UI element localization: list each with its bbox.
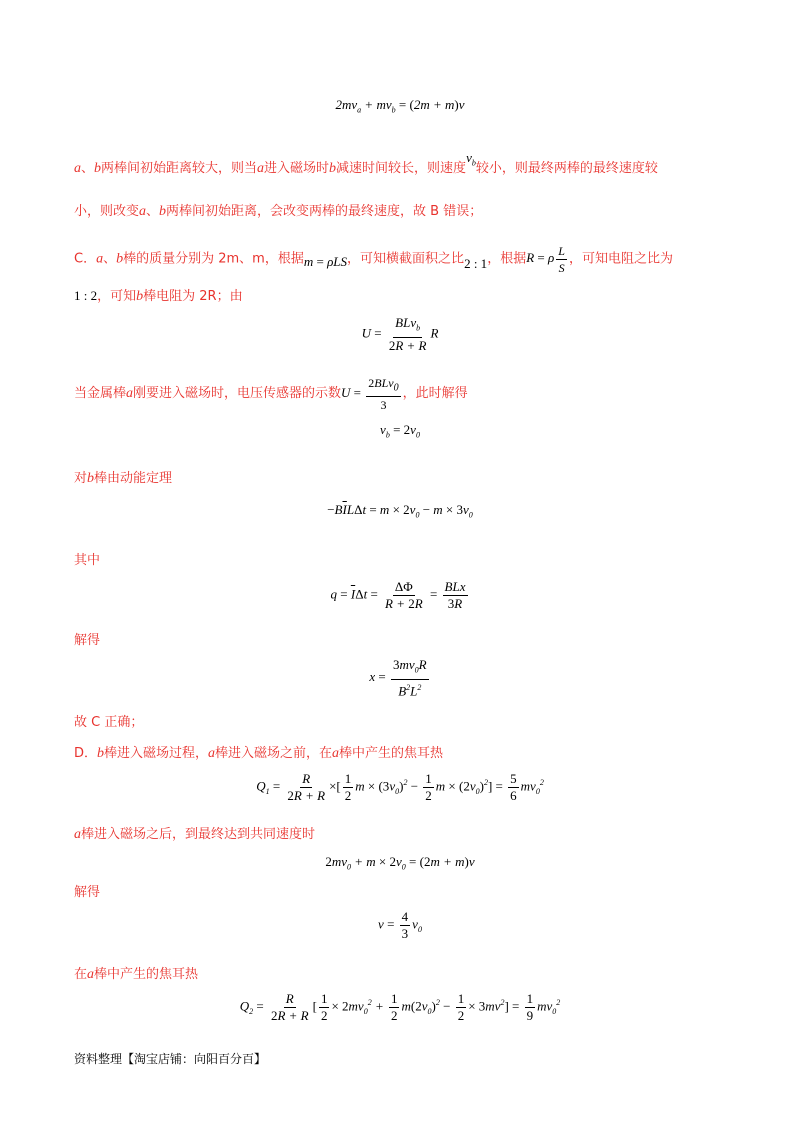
equation-v: v = $\frac{4}{3}$ $v_0$ bbox=[378, 909, 422, 941]
paragraph-d: D．b棒进入磁场过程，a棒进入磁场之前，在a棒中产生的焦耳热 bbox=[74, 746, 444, 761]
paragraph-c-line2: 1 : 2，可知b棒电阻为 2R；由 bbox=[74, 288, 243, 304]
paragraph-b-analysis-line2: 小，则改变a、b两棒间初始距离，会改变两棒的最终速度，故 B 错误； bbox=[74, 204, 483, 219]
paragraph-heat-a: 在a棒中产生的焦耳热 bbox=[74, 967, 199, 982]
equation-q2: $Q_2$ = $\frac{R}{2R + R}$ [ $\frac{1}{2}$ × $2mv_0^2$ + $\frac{1}{2}$ $m(2v_0)^2$ − $\frac{1}{2}$ × $3mv^2$] = $\frac{1}{9}$ $mv_0^2$ bbox=[239, 991, 561, 1023]
equation-voltage: U = $\frac{BLv_b}{2R + R}$ R bbox=[361, 315, 439, 353]
paragraph-solve-2: 解得 bbox=[74, 885, 101, 900]
paragraph-a-enters: a棒进入磁场之后，到最终达到共同速度时 bbox=[74, 827, 316, 842]
paragraph-b-analysis-line1: a、b两棒间初始距离较大，则当a进入磁场时b减速时间较长，则速度$v_b$较小，则最终两棒的最终速度较 bbox=[74, 150, 658, 176]
equation-x: x = $\frac{3mv_0R}{B^2L^2}$ bbox=[369, 657, 427, 698]
equation-momentum-2: $2mv_0 + m \times 2v_0 = (2m + m)v$ bbox=[325, 854, 475, 872]
equation-momentum-1: $2mv_a + mv_b = (2m + m)v$ bbox=[335, 97, 465, 115]
equation-impulse: $-B\overline{I}L\Delta t = m \times 2v_0 - m \times 3v_0$ bbox=[327, 502, 473, 520]
equation-vb: $v_b = 2v_0$ bbox=[380, 422, 420, 440]
equation-charge: $q = \overline{I}\Delta t$ = $\frac{\Delta\Phi}{R + 2R}$ = $\frac{\text{BLx}}{3R}$ bbox=[330, 579, 466, 611]
paragraph-kinetic-theorem: 对b棒由动能定理 bbox=[74, 471, 173, 486]
paragraph-c-correct: 故 C 正确； bbox=[74, 715, 144, 730]
equation-q1: $Q_1$ = $\frac{R}{2R + R}$ ×[ $\frac{1}{2}$ $m \times (3v_0)^2$ − $\frac{1}{2}$ $m \times (2v_0)^2$] = $\frac{5}{6}$ $mv_0^2$ bbox=[256, 771, 544, 803]
paragraph-where: 其中 bbox=[74, 553, 101, 568]
footer-source: 资料整理【淘宝店铺：向阳百分百】 bbox=[74, 1052, 267, 1066]
paragraph-solve-1: 解得 bbox=[74, 633, 101, 648]
paragraph-c-line1: C．a、b棒的质量分别为 2m、m，根据m = ρLS，可知横截面积之比2 : 1，根据R = ρ $\frac{L}{S}$ ，可知电阻之比为 bbox=[74, 244, 673, 275]
paragraph-sensor-reading: 当金属棒a刚要进入磁场时，电压传感器的示数U = $\frac{2BLv_0}{3}$ ，此时解得 bbox=[74, 376, 468, 413]
